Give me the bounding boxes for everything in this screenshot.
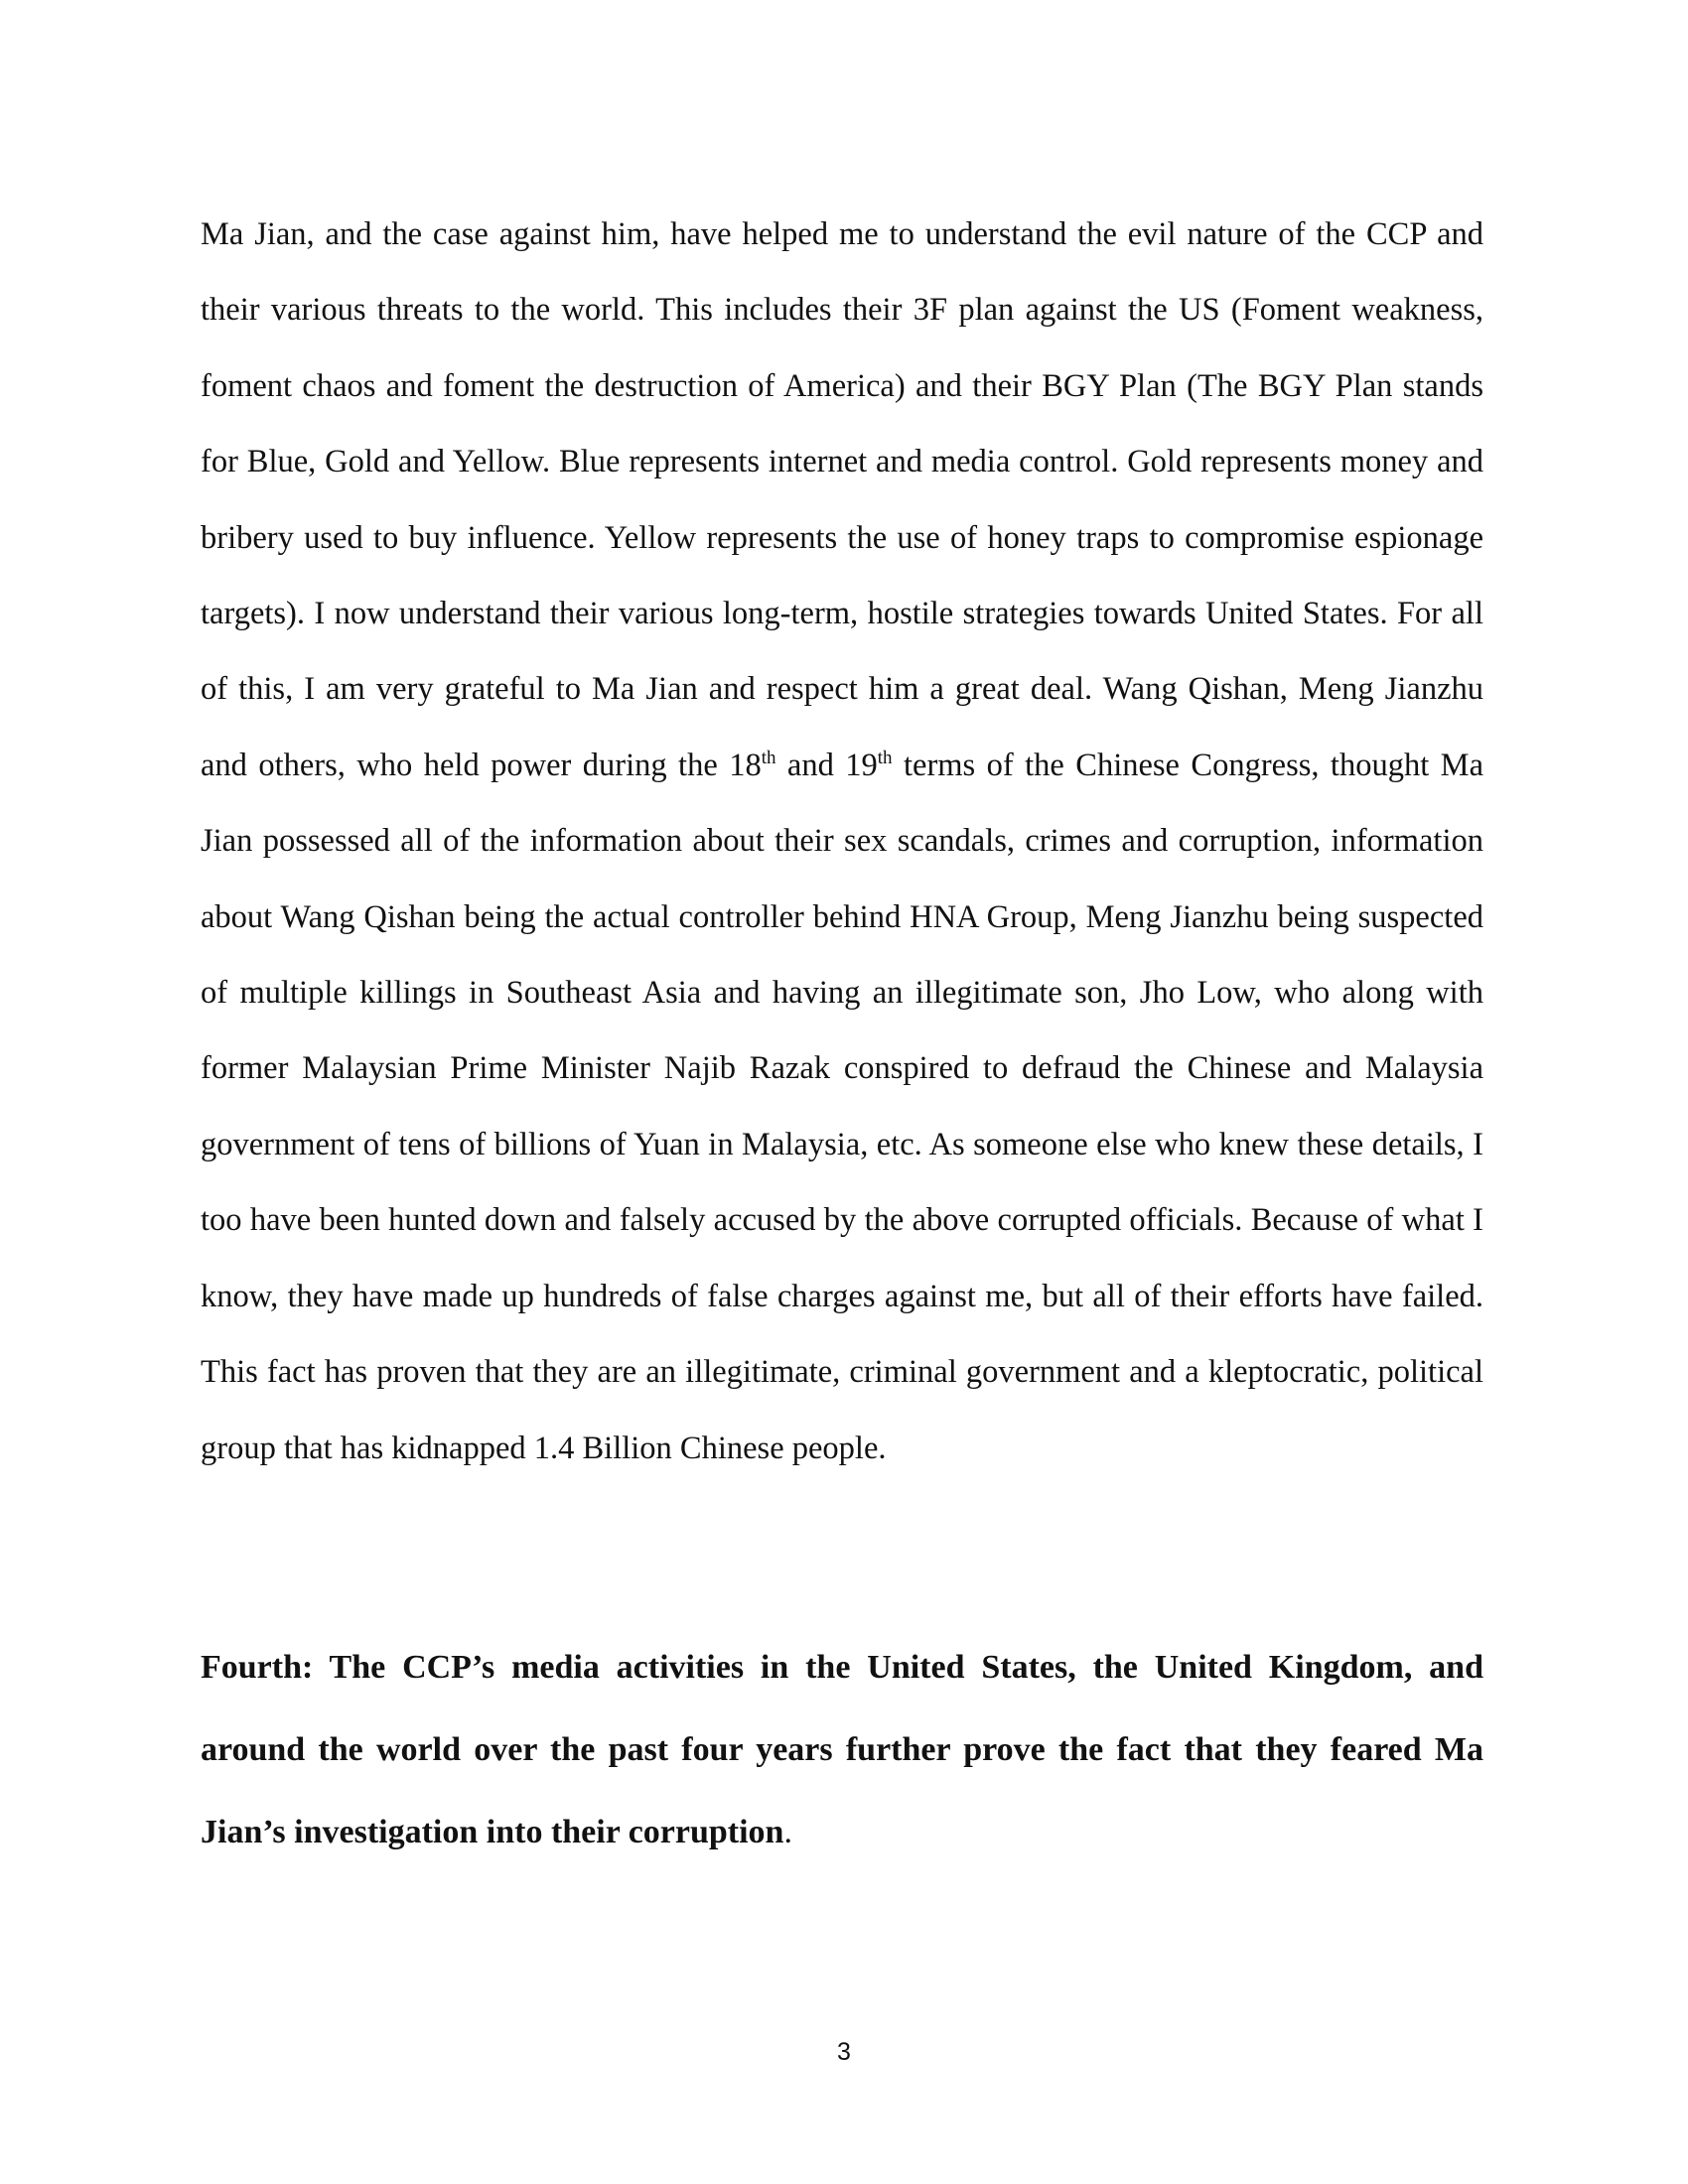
paragraph-text-part-2: and 19 [775, 747, 878, 783]
section-heading-text: Fourth: The CCP’s media activities in the United States, the United Kingdom, and around the world over the past four years further prove the fact that they feared Ma Jian’s investigation into their corruption [201, 1649, 1483, 1850]
paragraph-text-part-1: Ma Jian, and the case against him, have helped me to understand the evil nature of the CCP and their various threats to the world. This includes their 3F plan against the US (Foment weakness, foment chaos and foment the destruction of America) and their BGY Plan (The BGY Plan stands for Blue, Gold and Yellow. Blue represents internet and media control. Gold represents money and bribery used to buy influence. Yellow represents the use of honey traps to compromise espionage targets). I now understand their various long-term, hostile strategies towards United States. For all of this, I am very grateful to Ma Jian and respect him a great deal. Wang Qishan, Meng Jianzhu and others, who held power during the 18 [201, 216, 1483, 783]
superscript-th-18: th [761, 748, 776, 769]
page-number: 3 [837, 2038, 851, 2066]
superscript-th-19: th [877, 748, 893, 769]
section-heading-period: . [783, 1814, 792, 1850]
body-paragraph [201, 197, 1483, 1486]
section-heading [201, 1626, 1483, 1873]
paragraph-text-part-3: terms of the Chinese Congress, thought Ma Jian possessed all of the information about their sex scandals, crimes and corruption, information about Wang Qishan being the actual controller behind HNA Group, Meng Jianzhu being suspected of multiple killings in Southeast Asia and having an illegitimate son, Jho Low, who along with former Malaysian Prime Minister Najib Razak conspired to defraud the Chinese and Malaysia government of tens of billions of Yuan in Malaysia, etc. As someone else who knew these details, I too have been hunted down and falsely accused by the above corrupted officials. Because of what I know, they have made up hundreds of false charges against me, but all of their efforts have failed. This fact has proven that they are an illegitimate, criminal government and a kleptocratic, political group that has kidnapped 1.4 Billion Chinese people. [201, 747, 1483, 1466]
